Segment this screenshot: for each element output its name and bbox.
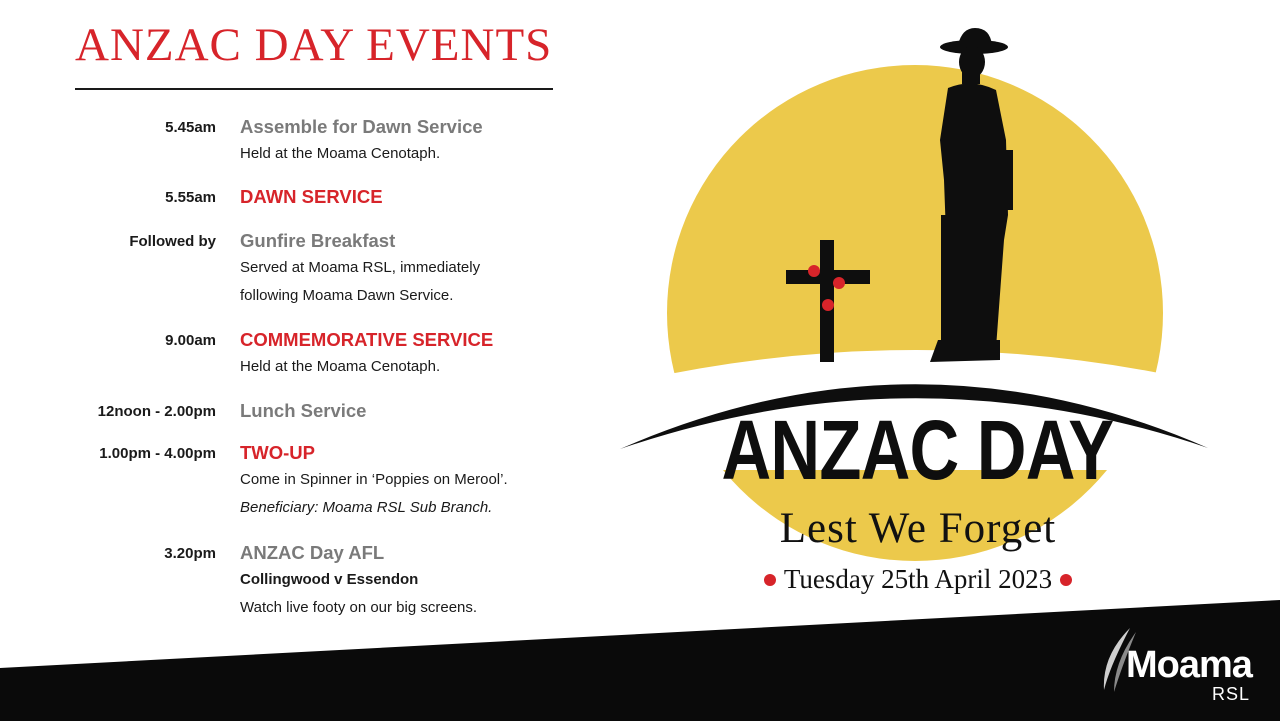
- brand-title: ANZAC DAY: [721, 403, 1114, 497]
- logo-word: Moama: [1126, 644, 1252, 686]
- event-detail: Held at the Moama Cenotaph.: [240, 145, 441, 162]
- brand-date: Tuesday 25th April 2023: [783, 564, 1053, 594]
- event-time: 5.55am: [165, 189, 216, 206]
- event-title: ANZAC Day AFL: [240, 542, 385, 563]
- page-title: ANZAC DAY EVENTS: [75, 19, 553, 71]
- event-time: 12noon - 2.00pm: [97, 403, 216, 420]
- black-footer: [0, 600, 1280, 721]
- divider: [75, 88, 553, 90]
- event-matchup: Collingwood v Essendon: [240, 571, 419, 588]
- event-title: Lunch Service: [240, 400, 367, 421]
- brand-date-line: [618, 561, 1218, 597]
- event-time: Followed by: [129, 233, 216, 250]
- event-beneficiary: Beneficiary: Moama RSL Sub Branch.: [240, 499, 493, 516]
- event-detail: Come in Spinner in ‘Poppies on Merool’.: [240, 471, 508, 488]
- event-title: DAWN SERVICE: [240, 186, 383, 207]
- poppy-icon: [1060, 574, 1072, 586]
- event-title: Gunfire Breakfast: [240, 230, 396, 251]
- event-detail: following Moama Dawn Service.: [240, 287, 454, 304]
- event-time: 9.00am: [165, 332, 216, 349]
- event-detail: Served at Moama RSL, immediately: [240, 259, 481, 276]
- event-time: 1.00pm - 4.00pm: [99, 445, 216, 462]
- logo-sub: RSL: [1212, 684, 1251, 704]
- event-detail: Held at the Moama Cenotaph.: [240, 358, 441, 375]
- event-title: TWO-UP: [240, 442, 316, 463]
- event-title: Assemble for Dawn Service: [240, 116, 483, 137]
- event-time: 5.45am: [165, 119, 216, 136]
- event-time: 3.20pm: [164, 545, 216, 562]
- moama-rsl-logo: [1100, 626, 1260, 706]
- event-title: COMMEMORATIVE SERVICE: [240, 329, 494, 350]
- brand-tagline: Lest We Forget: [779, 505, 1057, 552]
- poppy-icon: [764, 574, 776, 586]
- event-detail: Watch live footy on our big screens.: [240, 599, 478, 616]
